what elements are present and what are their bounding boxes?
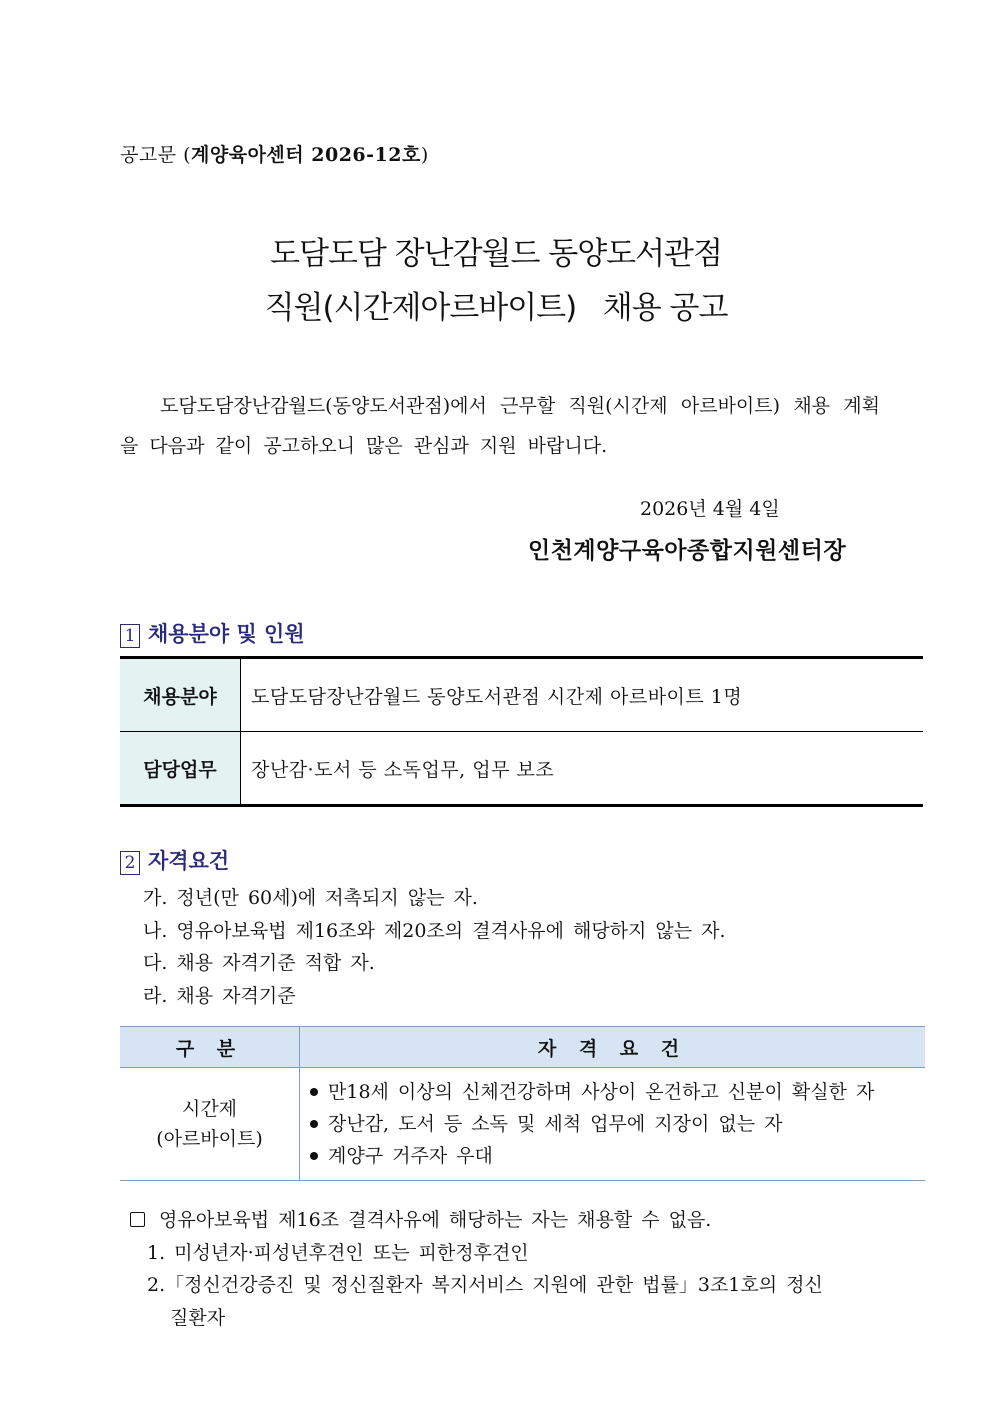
square-bullet-icon [130,1212,145,1227]
qualification-list [143,882,726,1012]
header-category: 구 분 [120,1027,300,1068]
category-line-1: 시간제 [181,1098,238,1120]
section-2-number: 2 [120,851,140,875]
section-1-number: 1 [120,624,140,648]
header-requirements: 자 격 요 건 [300,1027,926,1068]
list-item: 2.「정신건강증진 및 정신질환자 복지서비스 지원에 관한 법률」3조1호의 정신 [147,1274,823,1296]
table-row [120,732,923,806]
title-line-1: 도담도담 장난감월드 동양도서관점 [270,236,722,272]
row-label: 채용분야 [120,658,241,732]
requirement-item [308,1108,924,1140]
requirement-item [308,1140,924,1172]
bullet-icon [310,1120,318,1128]
table-header-row [120,1027,925,1068]
notice-number-suffix: ) [420,144,429,166]
category-cell [120,1068,300,1181]
disqualification-notes [130,1204,823,1334]
list-item: 라. 채용 자격기준 [143,984,296,1007]
list-item: 가. 정년(만 60세)에 저촉되지 않는 자. [143,887,478,909]
section-2-heading [120,845,229,875]
requirements-cell [300,1068,926,1181]
notice-number-prefix: 공고문 ( [120,144,192,166]
row-value: 장난감·도서 등 소독업무, 업무 보조 [241,732,924,806]
recruitment-table [120,656,923,807]
intro-text: 도담도담장난감월드(동양도서관점)에서 근무할 직원(시간제 아르바이트) 채용 계획을 다음과 같이 공고하오니 많은 관심과 지원 바랍니다. [120,395,880,457]
notice-date: 2026년 4월 4일 [640,498,780,520]
row-value: 도담도담장난감월드 동양도서관점 시간제 아르바이트 1명 [241,658,924,732]
disqualification-heading [130,1204,823,1237]
qualification-table [120,1026,925,1181]
row-label: 담당업무 [120,732,241,806]
issuer-name: 인천계양구육아종합지원센터장 [528,537,847,564]
section-1-heading [120,618,305,648]
list-item-continued: 질환자 [170,1306,226,1329]
section-1-title: 채용분야 및 인원 [148,621,305,646]
category-line-2: (아르바이트) [156,1128,263,1150]
list-item: 1. 미성년자·피성년후견인 또는 피한정후견인 [147,1241,529,1264]
table-row [120,1068,925,1181]
notice-number [120,140,429,167]
bullet-icon [310,1088,318,1096]
section-2-title: 자격요건 [148,848,230,873]
requirement-text: 계양구 거주자 우대 [328,1145,493,1167]
notice-number-bold: 계양육아센터 2026-12호 [191,144,421,166]
title-line-2: 직원(시간제아르바이트) 채용 공고 [264,290,728,326]
bullet-icon [310,1152,318,1160]
requirement-item [308,1076,924,1108]
list-item: 나. 영유아보육법 제16조와 제20조의 결격사유에 해당하지 않는 자. [143,919,726,942]
intro-paragraph [120,386,880,466]
disqualification-heading-text: 영유아보육법 제16조 결격사유에 해당하는 자는 채용할 수 없음. [159,1209,712,1231]
table-row [120,658,923,732]
list-item: 다. 채용 자격기준 적합 자. [143,952,375,974]
requirement-text: 만18세 이상의 신체건강하며 사상이 온건하고 신분이 확실한 자 [328,1081,875,1103]
requirement-text: 장난감, 도서 등 소독 및 세척 업무에 지장이 없는 자 [328,1113,783,1135]
